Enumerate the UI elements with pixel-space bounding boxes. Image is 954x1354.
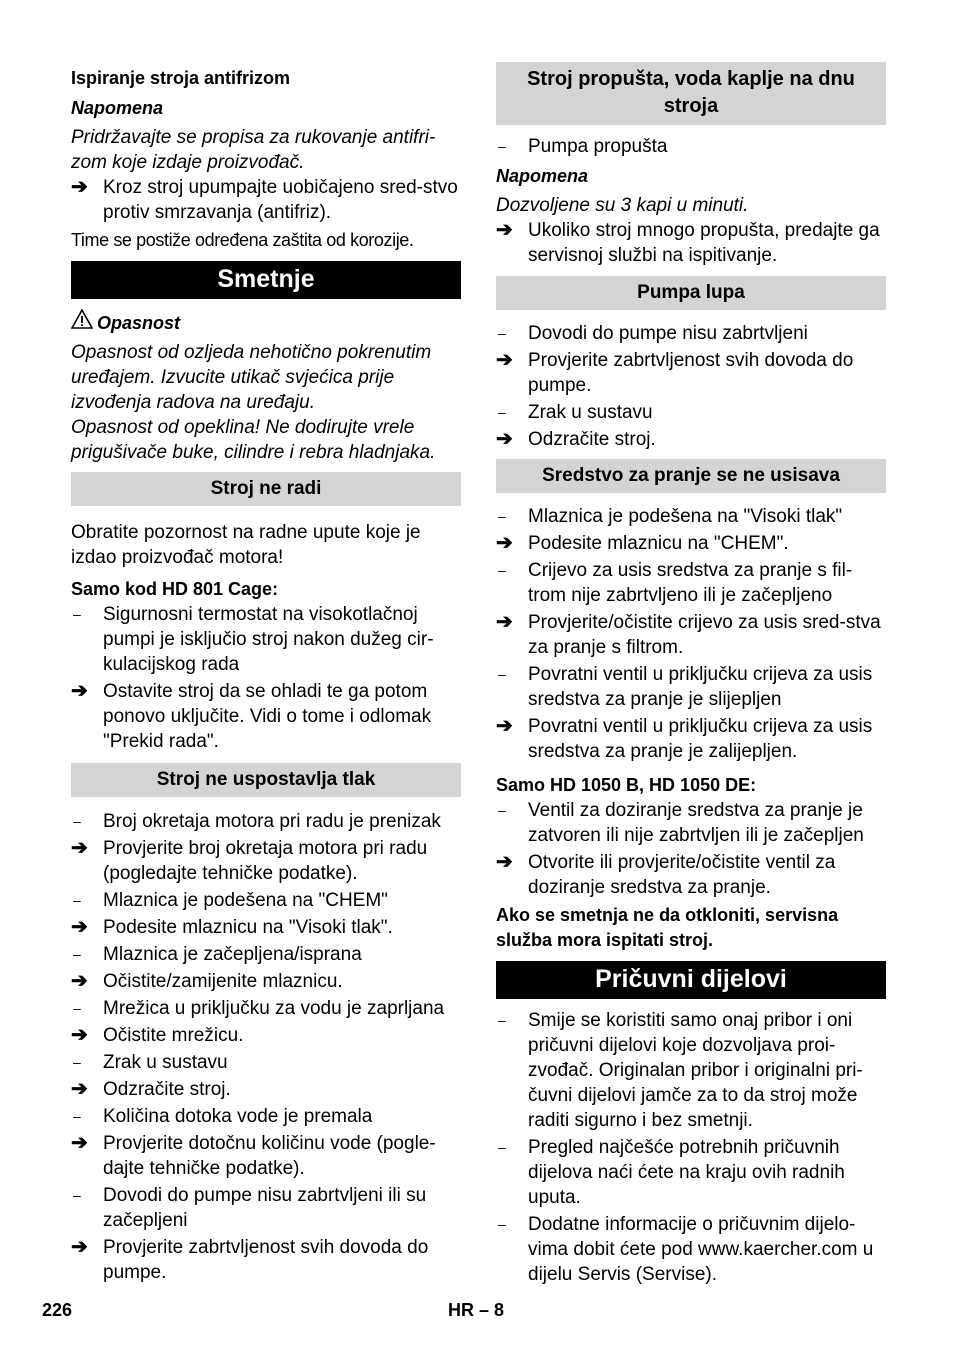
dash-icon: –: [73, 606, 81, 622]
list-item-text: Podesite mlaznicu na "CHEM".: [528, 533, 789, 554]
warning-triangle-icon: [71, 309, 97, 336]
dash-icon: –: [498, 1139, 506, 1155]
list-item: [71, 679, 461, 754]
arrow-icon: ➔: [71, 1236, 88, 1258]
left-column: [71, 62, 461, 1285]
list-item: [496, 1212, 886, 1287]
list-item-text: Smije se koristiti samo onaj pribor i oni pričuvni dijelovi koje dozvoljava proi-zvođač. Originalan pribor i originalni pri-čuvni dijelovi jamče za to da stroj može raditi sigurno i bez smetnji.: [528, 1010, 863, 1131]
list-item-text: Ukoliko stroj mnogo propušta, predajte ga servisnoj službi na ispitivanje.: [528, 220, 880, 266]
list-item-text: Mrežica u priključku za vodu je zaprljana: [103, 998, 445, 1019]
arrow-icon: ➔: [496, 349, 513, 371]
list-item-text: Pumpa propušta: [528, 136, 668, 157]
arrow-icon: ➔: [71, 1024, 88, 1046]
list-item: [71, 942, 461, 967]
subsection-title: Stroj propušta, voda kaplje na dnu stroja: [496, 62, 886, 125]
list-item-text: Podesite mlaznicu na "Visoki tlak".: [103, 917, 393, 938]
danger-text: Opasnost od ozljeda nehotično pokrenutim uređajem. Izvucite utikač svjećica prije izvođenja radova na uređaju.: [71, 342, 432, 413]
list-item-text: Sigurnosni termostat na visokotlačnoj pumpi je isključio stroj nakon dužeg cir-kulacijskog rada: [103, 604, 434, 675]
list-item-text: Očistite/zamijenite mlaznicu.: [103, 971, 343, 992]
list-item: [496, 662, 886, 712]
arrow-icon: ➔: [496, 219, 513, 241]
detergent-list: [496, 504, 886, 764]
list-item-text: Provjerite/očistite crijevo za usis sred-stva za pranje s filtrom.: [528, 612, 881, 658]
dash-icon: –: [73, 1000, 81, 1016]
flush-result: Time se postiže određena zaštita od korozije.: [71, 230, 414, 250]
list-item: [71, 1050, 461, 1075]
list-item: [71, 1131, 461, 1181]
list-item: [496, 218, 886, 268]
dash-icon: –: [498, 1216, 506, 1232]
list-item: [496, 348, 886, 398]
list-item-text: Crijevo za usis sredstva za pranje s fil-trom nije zabrtvljeno ili je začepljeno: [528, 560, 853, 606]
flush-heading: Ispiranje stroja antifrizom: [71, 68, 291, 88]
list-item: [496, 504, 886, 529]
service-notice: Ako se smetnja ne da otkloniti, servisna služba mora ispitati stroj.: [496, 905, 839, 950]
arrow-icon: ➔: [71, 916, 88, 938]
list-item: [496, 134, 886, 159]
list-item: [71, 1183, 461, 1233]
model-label: Samo HD 1050 B, HD 1050 DE:: [496, 775, 757, 795]
list-item: [496, 531, 886, 556]
dash-icon: –: [73, 1054, 81, 1070]
list-item-text: Provjerite broj okretaja motora pri radu (pogledajte tehničke podatke).: [103, 838, 428, 884]
dash-icon: –: [73, 1187, 81, 1203]
list-item: [496, 558, 886, 608]
no-pressure-list: [71, 809, 461, 1285]
list-item: [496, 610, 886, 660]
dash-icon: –: [498, 404, 506, 420]
dash-icon: –: [498, 138, 506, 154]
list-item-text: Provjerite zabrtvljenost svih dovoda do pumpe.: [528, 350, 854, 396]
list-item: [496, 321, 886, 346]
list-item-text: Provjerite dotočnu količinu vode (pogle-dajte tehničke podatke).: [103, 1133, 436, 1179]
list-item: [71, 888, 461, 913]
dash-icon: –: [73, 946, 81, 962]
list-item-text: Dovodi do pumpe nisu zabrtvljeni ili su začepljeni: [103, 1185, 427, 1231]
danger-label: Opasnost: [97, 313, 181, 333]
arrow-icon: ➔: [71, 1132, 88, 1154]
arrow-icon: ➔: [71, 680, 88, 702]
list-item: [496, 400, 886, 425]
list-item: [71, 915, 461, 940]
danger-label-row: [71, 309, 461, 336]
knock-list: [496, 321, 886, 452]
dash-icon: –: [73, 813, 81, 829]
list-item: [71, 1235, 461, 1285]
dash-icon: –: [73, 892, 81, 908]
list-item: [71, 969, 461, 994]
list-item-text: Mlaznica je začepljena/isprana: [103, 944, 362, 965]
arrow-icon: ➔: [496, 532, 513, 554]
list-item-text: Zrak u sustavu: [103, 1052, 228, 1073]
list-item-text: Količina dotoka vode je premala: [103, 1106, 373, 1127]
list-item: [71, 1077, 461, 1102]
note-label: Napomena: [71, 98, 164, 118]
list-item-text: Dovodi do pumpe nisu zabrtvljeni: [528, 323, 808, 344]
list-item-text: Odzračite stroj.: [103, 1079, 231, 1100]
section-title-pricuvni: Pričuvni dijelovi: [496, 961, 886, 999]
subsection-title: Stroj ne uspostavlja tlak: [71, 763, 461, 797]
list-item-text: Dodatne informacije o pričuvnim dijelo-vima dobit ćete pod www.kaercher.com u dijelu Servis (Servise).: [528, 1214, 874, 1285]
list-item: [71, 836, 461, 886]
dash-icon: –: [498, 802, 506, 818]
subsection-title: Sredstvo za pranje se ne usisava: [496, 459, 886, 493]
list-item-text: Mlaznica je podešena na "CHEM": [103, 890, 388, 911]
list-item-text: Mlaznica je podešena na "Visoki tlak": [528, 506, 843, 527]
dash-icon: –: [498, 325, 506, 341]
danger-text: Opasnost od opeklina! Ne dodirujte vrele prigušivače buke, cilindre i rebra hladnjaka.: [71, 417, 436, 463]
list-item: [71, 175, 461, 225]
list-item: [496, 427, 886, 452]
note-text: Dozvoljene su 3 kapi u minuti.: [496, 195, 749, 216]
arrow-icon: ➔: [496, 715, 513, 737]
dash-icon: –: [498, 666, 506, 682]
list-item-text: Odzračite stroj.: [528, 429, 656, 450]
arrow-icon: ➔: [71, 837, 88, 859]
section-title-smetnje: Smetnje: [71, 261, 461, 299]
list-item-text: Ostavite stroj da se ohladi te ga potom ponovo uključite. Vidi o tome i odlomak "Prekid rada".: [103, 681, 432, 752]
arrow-icon: ➔: [496, 851, 513, 873]
list-item-text: Očistite mrežicu.: [103, 1025, 244, 1046]
list-item: [71, 1023, 461, 1048]
parts-list: [496, 1008, 886, 1287]
list-item: [496, 1135, 886, 1210]
arrow-icon: ➔: [496, 428, 513, 450]
list-item-text: Povratni ventil u priključku crijeva za usis sredstva za pranje je zalijepljen.: [528, 716, 873, 762]
dash-icon: –: [498, 562, 506, 578]
dash-icon: –: [498, 508, 506, 524]
list-item: [71, 1104, 461, 1129]
list-item-text: Broj okretaja motora pri radu je prenizak: [103, 811, 441, 832]
page-label: HR – 8: [448, 1300, 505, 1320]
arrow-icon: ➔: [496, 611, 513, 633]
model-label: Samo kod HD 801 Cage:: [71, 579, 279, 599]
list-item-text: Ventil za doziranje sredstva za pranje je zatvoren ili nije zabrtvljen ili je začepljen: [528, 800, 864, 846]
note-label: Napomena: [496, 166, 589, 186]
list-item: [496, 714, 886, 764]
list-item-text: Provjerite zabrtvljenost svih dovoda do pumpe.: [103, 1237, 429, 1283]
list-item: [496, 850, 886, 900]
list-item: [496, 798, 886, 848]
list-item-text: Kroz stroj upumpajte uobičajeno sred-stvo protiv smrzavanja (antifriz).: [103, 177, 458, 223]
note-text: Pridržavajte se propisa za rukovanje antifri-zom koje izdaje proizvođač.: [71, 127, 436, 173]
list-item-text: Pregled najčešće potrebnih pričuvnih dijelova naći ćete na kraju ovih radnih uputa.: [528, 1137, 845, 1208]
list-item: [71, 602, 461, 677]
dash-icon: –: [498, 1012, 506, 1028]
list-item-text: Zrak u sustavu: [528, 402, 653, 423]
arrow-icon: ➔: [71, 176, 88, 198]
arrow-icon: ➔: [71, 970, 88, 992]
list-item: [71, 809, 461, 834]
list-item-text: Otvorite ili provjerite/očistite ventil za doziranje sredstva za pranje.: [528, 852, 836, 898]
list-item: [496, 1008, 886, 1133]
page-number: 226: [42, 1300, 73, 1320]
dash-icon: –: [73, 1108, 81, 1124]
list-item: [71, 996, 461, 1021]
arrow-icon: ➔: [71, 1078, 88, 1100]
paragraph: Obratite pozornost na radne upute koje je izdao proizvođač motora!: [71, 522, 421, 568]
list-item-text: Povratni ventil u priključku crijeva za usis sredstva za pranje je slijepljen: [528, 664, 873, 710]
subsection-title: Stroj ne radi: [71, 472, 461, 506]
subsection-title: Pumpa lupa: [496, 276, 886, 310]
right-column: [496, 62, 886, 1287]
